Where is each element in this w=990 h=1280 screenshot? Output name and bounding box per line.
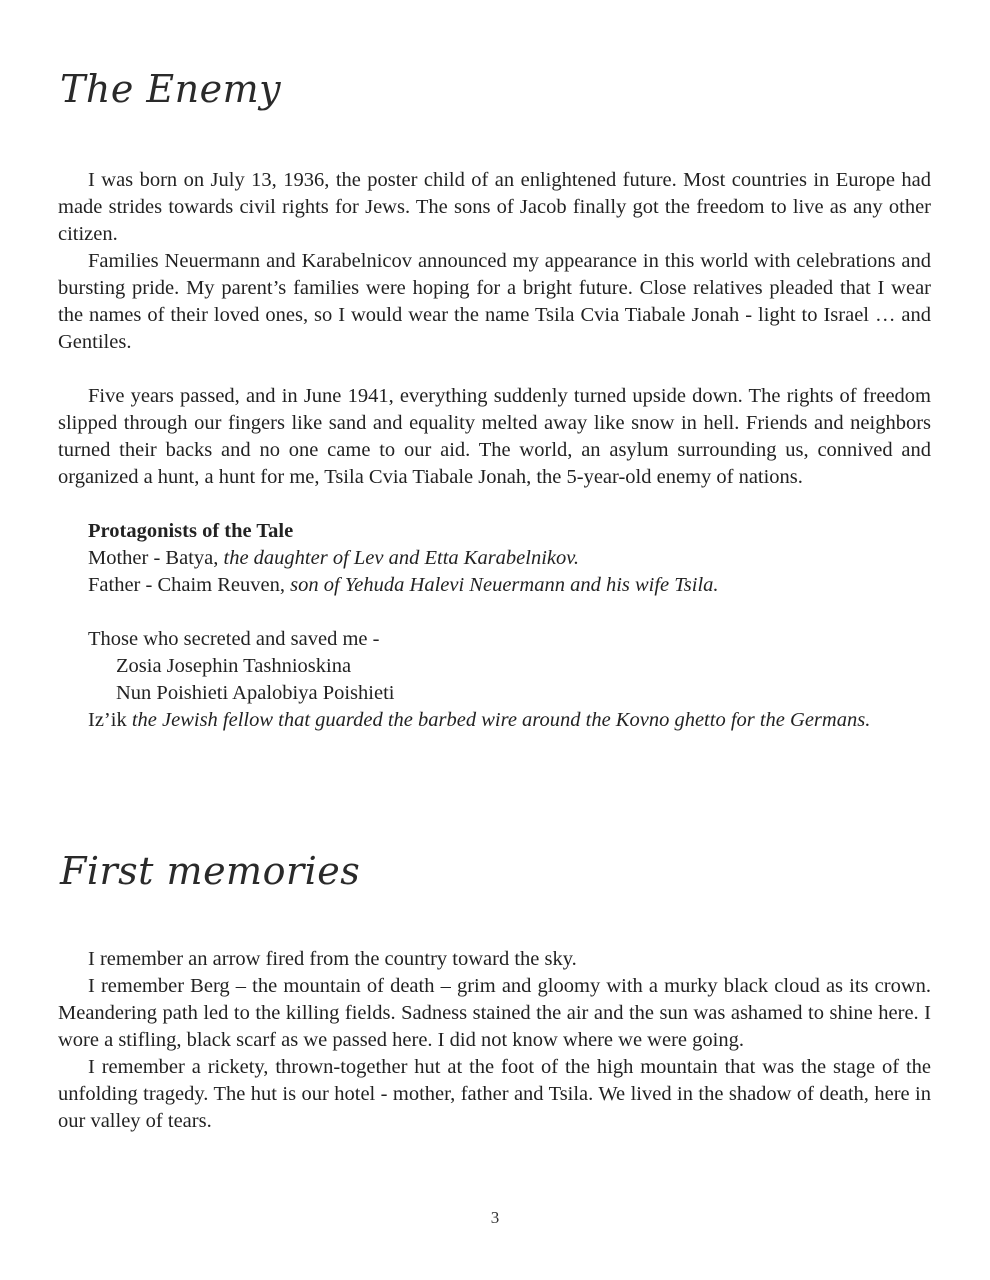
savior-zosia: Zosia Josephin Tashnioskina: [116, 655, 352, 677]
father-label: Father - Chaim Reuven,: [88, 574, 291, 596]
paragraph-gap: [58, 599, 931, 626]
father-description: son of Yehuda Halevi Neuermann and his wife Tsila.: [290, 574, 719, 596]
section-title-the-enemy: The Enemy: [60, 67, 282, 111]
section-first-memories: [58, 946, 931, 1135]
mother-description: the daughter of Lev and Etta Karabelnikov.: [223, 547, 579, 569]
paragraph-families: Families Neuermann and Karabelnicov announced my appearance in this world with celebrations and bursting pride. My parent’s families were hoping for a bright future. Close relatives pleaded that I wear the names of their loved ones, so I would wear the name Tsila Cvia Tiabale Jonah - light to Israel … and Gentiles.: [58, 250, 931, 353]
paragraph-hut: I remember a rickety, thrown-together hut at the foot of the high mountain that was the stage of the unfolding tragedy. The hut is our hotel - mother, father and Tsila. We lived in the shadow of death, here in our valley of tears.: [58, 1056, 931, 1132]
savior-izik: [58, 707, 931, 734]
paragraph-birth: I was born on July 13, 1936, the poster child of an enlightened future. Most countries in Europe had made strides towards civil rights for Jews. The sons of Jacob finally got the freedom to live as any other citizen.: [58, 169, 931, 245]
saviors-intro: Those who secreted and saved me -: [88, 628, 380, 650]
section-title-first-memories: First memories: [60, 849, 361, 893]
izik-name: Iz’ik: [88, 709, 132, 731]
protagonist-mother: [58, 545, 931, 572]
paragraph-arrow: I remember an arrow fired from the country toward the sky.: [88, 948, 577, 970]
paragraph-berg: I remember Berg – the mountain of death – grim and gloomy with a murky black cloud as its crown. Meandering path led to the killing fields. Sadness stained the air and the sun was ashamed to shine here. I wore a stifling, black scarf as we passed here. I did not know where we were going.: [58, 975, 931, 1051]
protagonists-heading: Protagonists of the Tale: [88, 520, 294, 542]
savior-nun: Nun Poishieti Apalobiya Poishieti: [116, 682, 395, 704]
mother-label: Mother - Batya,: [88, 547, 224, 569]
page-number: 3: [490, 1208, 500, 1227]
section-the-enemy: [58, 167, 931, 734]
paragraph-gap: [58, 491, 931, 518]
paragraph-gap: [58, 356, 931, 383]
izik-description: the Jewish fellow that guarded the barbed wire around the Kovno ghetto for the Germans.: [131, 709, 871, 731]
protagonist-father: [58, 572, 931, 599]
paragraph-june-1941: Five years passed, and in June 1941, everything suddenly turned upside down. The rights of freedom slipped through our fingers like sand and equality melted away like snow in hell. Friends and neighbors turned their backs and no one came to our aid. The world, an asylum surrounding us, connived and organized a hunt, a hunt for me, Tsila Cvia Tiabale Jonah, the 5-year-old enemy of nations.: [58, 385, 931, 488]
